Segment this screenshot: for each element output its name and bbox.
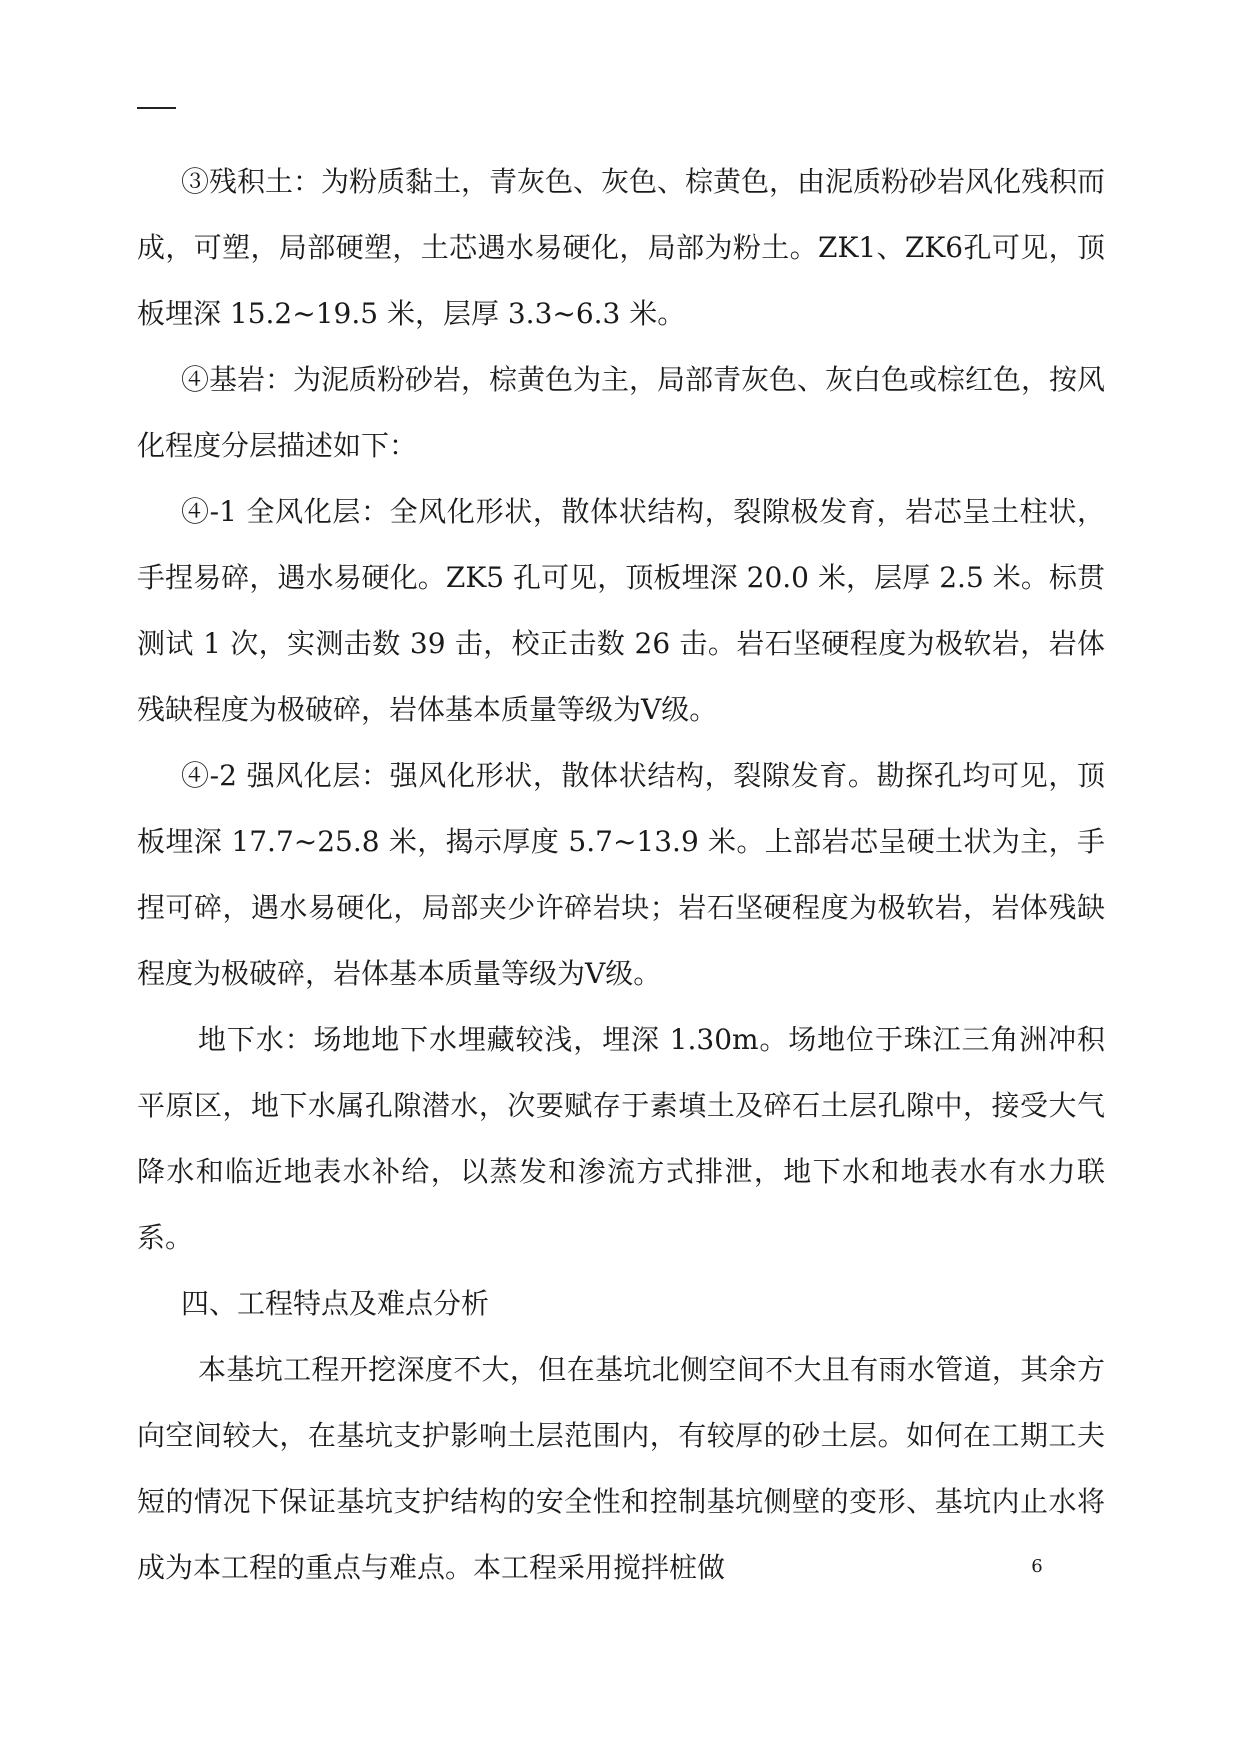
paragraph-strongly-weathered-layer: ④-2 强风化层：强风化形状，散体状结构，裂隙发育。勘探孔均可见，顶板埋深 17.7~25.8 米，揭示厚度 5.7~13.9 米。上部岩芯呈硬土状为主，手捏可碎，遇水易硬化，局部夹少许碎岩块；岩石坚硬程度为极软岩，岩体残缺程度为极破碎，岩体基本质量等级为Ⅴ级。 — [137, 759, 1105, 990]
paragraph-fully-weathered-layer: ④-1 全风化层：全风化形状，散体状结构，裂隙极发育，岩芯呈土柱状，手捏易碎，遇水易硬化。ZK5 孔可见，顶板埋深 20.0 米，层厚 2.5 米。标贯测试 1 次，实测击数 39 击，校正击数 26 击。岩石坚硬程度为极软岩，岩体残缺程度为极破碎，岩体基本质量等级为Ⅴ级。 — [137, 495, 1105, 726]
body-text — [137, 149, 1105, 1601]
paragraph-bedrock: ④基岩：为泥质粉砂岩，棕黄色为主，局部青灰色、灰白色或棕红色，按风化程度分层描述如下： — [137, 363, 1106, 462]
paragraph-engineering-analysis: 本基坑工程开挖深度不大，但在基坑北侧空间不大且有雨水管道，其余方向空间较大，在基坑支护影响土层范围内，有较厚的砂土层。如何在工期工夫短的情况下保证基坑支护结构的安全性和控制基坑侧壁的变形、基坑内止水将成为本工程的重点与难点。本工程采用搅拌桩做 — [137, 1353, 1105, 1584]
header-rule — [137, 107, 176, 109]
section-heading-engineering-characteristics: 四、工程特点及难点分析 — [181, 1287, 490, 1320]
paragraph-residual-soil: ③残积土：为粉质黏土，青灰色、灰色、棕黄色，由泥质粉砂岩风化残积而成，可塑，局部硬塑，土芯遇水易硬化，局部为粉土。ZK1、ZK6孔可见，顶板埋深 15.2~19.5 米，层厚 3.3~6.3 米。 — [137, 165, 1106, 330]
paragraph-groundwater: 地下水：场地地下水埋藏较浅，埋深 1.30m。场地位于珠江三角洲冲积平原区，地下水属孔隙潜水，次要赋存于素填土及碎石土层孔隙中，接受大气降水和临近地表水补给，以蒸发和渗流方式排泄，地下水和地表水有水力联系。 — [137, 1023, 1105, 1254]
page-number: 6 — [1031, 1556, 1043, 1577]
